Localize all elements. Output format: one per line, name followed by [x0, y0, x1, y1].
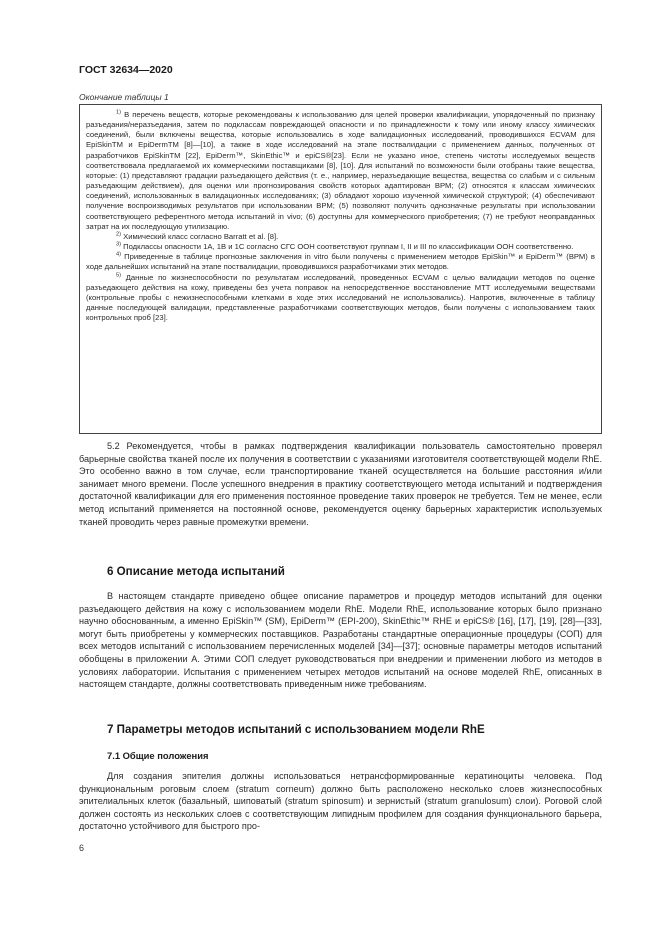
paragraph-5-2-block	[79, 440, 602, 528]
footnote-text: Химический класс согласно Barratt et al. [8].	[120, 231, 279, 241]
footnote-text: Данные по жизнеспособности по результатам исследований, проведенных ECVAM с целью валидации методов по оценке разъедающего действия на кожу, приведены без учета поправок на непосредственное восстановление МТТ исследуемыми веществами (контрольные пробы с нежизнеспособными клетками в ходе этих исследований не использовались). Напротив, включенные в таблицу данные последующей валидации, представленные разработчиками соответствующих методов, были получены с использованием таких контрольных проб [23].	[86, 272, 595, 323]
footnote-1	[86, 110, 595, 232]
section-6-paragraph: В настоящем стандарте приведено общее описание параметров и процедур методов испытаний для оценки разъедающего действия на кожу с использованием модели RhE. Модели RhE, использование которых было признано научно обоснованным, а именно EpiSkin™ (SM), EpiDerm™ (EPI-200), SkinEthic™ RHE и epiCS® [16], [17], [19], [28]—[33], могут быть приобретены у коммерческих поставщиков. Разработаны стандартные операционные процедуры (СОП) для всех методов испытаний с использованием перечисленных моделей [34]—[37]; основные параметры методов испытаний обобщены в приложении А. Этими СОП следует руководствоваться при внедрении и применении любого из методов в условиях лаборатории. Испытания с применением четырех методов испытаний на основе моделей RhE, описанных в настоящем стандарте, должны соответствовать приведенным ниже требованиям.	[79, 591, 602, 690]
section-6-block	[79, 590, 602, 691]
table-continuation-label: Окончание таблицы 1	[79, 92, 169, 102]
subsection-7-1-heading: 7.1 Общие положения	[107, 750, 209, 761]
footnote-marker: 5)	[116, 271, 121, 278]
section-6-heading: 6 Описание метода испытаний	[107, 565, 285, 578]
document-code: ГОСТ 32634—2020	[79, 64, 173, 76]
footnote-3	[86, 242, 595, 252]
paragraph-5-2: 5.2 Рекомендуется, чтобы в рамках подтверждения квалификации пользователь самостоятельно проверял барьерные свойства тканей после их получения в соответствии с указаниями изготовителя соответствующей модели RhE. Это особенно важно в том случае, если транспортирование тканей осуществляется на большие расстояния и/или занимает много времени. После успешного внедрения в практику соответствующего метода испытаний и подтверждения достаточной квалификации для его применения постоянное проведение таких проверок не требуется. Тем не менее, если метод испытаний применяется на постоянной основе, рекомендуется оценку барьерных характеристик используемых тканей проводить через равные промежутки времени.	[79, 441, 602, 527]
section-7-1-paragraph: Для создания эпителия должны использоваться нетрансформированные кератиноциты человека. Под функциональным роговым слоем (stratum corneum) должно быть расположено несколько слоев жизнеспособных эпителиальных клеток (базальный, шиповатый (stratum spinosum) и зернистый (stratum granulosum) слои). Роговой слой должен состоять из нескольких слоев с соответствующим липидным профилем для создания функционального барьера, достаточно устойчивого для быстрого про-	[79, 771, 602, 832]
footnote-2	[86, 232, 595, 242]
table-footnotes-box	[79, 104, 602, 434]
section-7-heading: 7 Параметры методов испытаний с использованием модели RhE	[107, 723, 485, 736]
footnote-text: Приведенные в таблице прогнозные заключения in vitro были получены с применением методов EpiSkin™ и EpiDerm™ (ВРМ) в ходе дальнейших испытаний на этапе поствалидации, проводившихся разработчиками этих методов.	[86, 252, 595, 272]
footnote-text: Подклассы опасности 1А, 1В и 1С согласно СГС ООН соответствуют группам I, II и III по классификации ООН соответственно.	[120, 242, 574, 252]
footnote-4	[86, 252, 595, 272]
footnote-marker: 3)	[116, 241, 121, 248]
page-number: 6	[79, 843, 85, 853]
footnote-text: В перечень веществ, которые рекомендованы к использованию для целей проверки квалификации, упорядоченный по признаку разъедания/неразъедания, затем по подклассам повреждающей опасности и по принадлежности к тому или иному классу химических соединений, были включены вещества, которые использовались в ходе валидационных исследований, проводившихся ECVAM для EpiSkinTM и EpiDermTM [8]—[10], а также в ходе исследований на этапе поствалидации с применением данных, полученных от разработчиков EpiSkinTM [22], EpiDerm™, SkinEthic™ и epiCS®[23]. Если не указано иное, степень чистоты исследуемых веществ соответствовала предлагаемой их коммерческими поставщиками [8], [10]. Для испытаний по возможности были отобраны такие вещества, которые: (1) представляют градации разъедающего действия (т. е., например, неразъедающие вещества, вещества со слабым и с сильным разъедающим действием), для оценки или прогнозирования свойств которых адаптирован ВРМ; (2) относятся к классам химических соединений, использованных в валидационных исследованиях; (3) обладают хорошо изученной химической структурой; (4) обеспечивают получение воспроизводимых результатов при использовании ВРМ; (5) позволяют получить однозначные результаты при использовании соответствующего референтного метода испытаний in vivo; (6) доступны для коммерческого приобретения; (7) не требуют неоправданных затрат на их последующую утилизацию.	[86, 110, 595, 231]
footnote-marker: 2)	[116, 231, 121, 238]
footnote-marker: 1)	[116, 109, 121, 116]
section-7-1-block	[79, 770, 602, 833]
footnote-marker: 4)	[116, 251, 121, 258]
footnote-5	[86, 273, 595, 324]
